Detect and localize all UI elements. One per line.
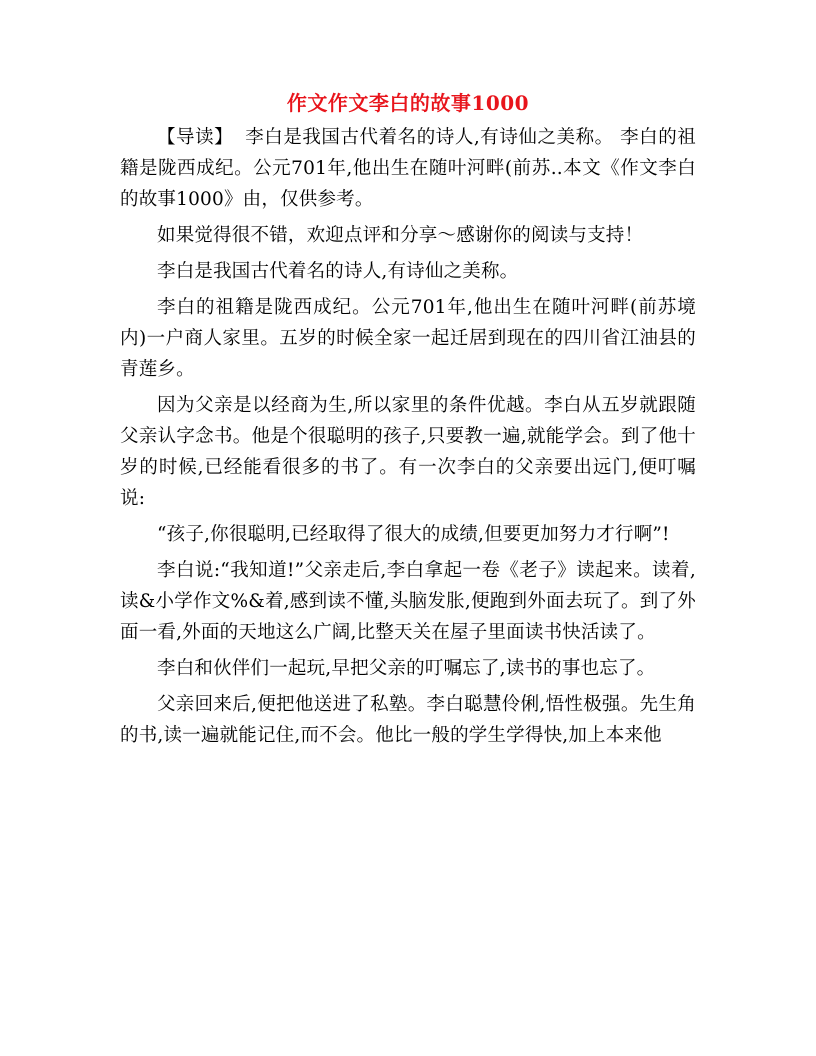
document-page (120, 88, 696, 756)
quote-paragraph: “孩子,你很聪明,已经取得了很大的成绩,但要更加努力才行啊”! (157, 524, 670, 545)
document-title: 作文作文李白的故事1000 (286, 91, 530, 115)
body-paragraph: 因为父亲是以经商为生,所以家里的条件优越。李白从五岁就跟随父亲认字念书。他是个很聪明的孩子,只要教一遍,就能学会。到了他十岁的时候,已经能看很多的书了。有一次李白的父亲要出远门,便叮嘱说: (120, 395, 696, 509)
body-paragraph: 李白是我国古代着名的诗人,有诗仙之美称。 (157, 261, 519, 282)
body-paragraph: 李白说:“我知道!”父亲走后,李白拿起一卷《老子》读起来。读着,读&小学作文%&着,感到读不懂,头脑发胀,便跑到外面去玩了。到了外面一看,外面的天地这么广阔,比整天关在屋子里面读书快活读了。 (120, 560, 696, 643)
body-paragraph: 李白的祖籍是陇西成纪。公元701年,他出生在随叶河畔(前苏境内)一户商人家里。五岁的时候全家一起迁居到现在的四川省江油县的青莲乡。 (120, 297, 696, 380)
guide-text: 李白是我国古代着名的诗人,有诗仙之美称。 李白的祖籍是陇西成纪。公元701年,他出生在随叶河畔(前苏..本文《作文李白的故事1000》由，仅供参考。 (120, 127, 696, 210)
guide-tag: 【导读】 (157, 127, 234, 148)
body-paragraph: 李白和伙伴们一起玩,早把父亲的叮嘱忘了,读书的事也忘了。 (157, 658, 656, 679)
body-paragraph: 父亲回来后,便把他送进了私塾。李白聪慧伶俐,悟性极强。先生角的书,读一遍就能记住,而不会。他比一般的学生学得快,加上本来他 (120, 694, 696, 746)
guide-paragraph (120, 122, 696, 215)
body-paragraph: 如果觉得很不错，欢迎点评和分享～感谢你的阅读与支持！ (157, 225, 644, 246)
